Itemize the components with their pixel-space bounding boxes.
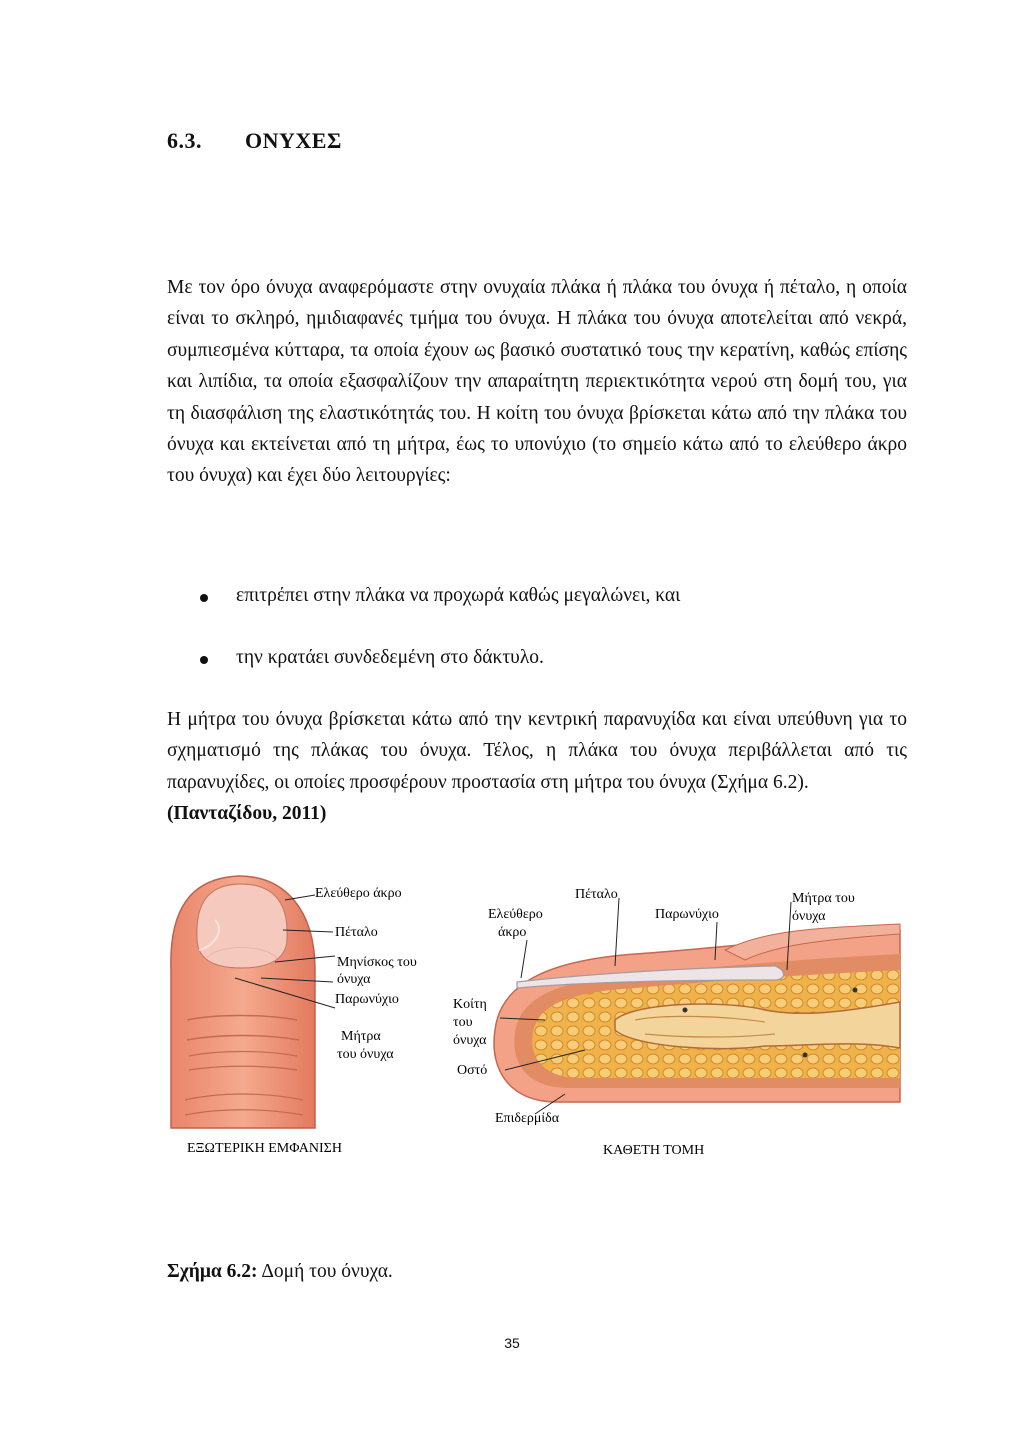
bullet-list xyxy=(200,585,680,709)
paragraph-2-text: Η μήτρα του όνυχα βρίσκεται κάτω από την κεντρική παρανυχίδα και είναι υπεύθυνη για το σχηματισμό της πλάκας του όνυχα. Τέλος, η πλάκα του όνυχα περιβάλλεται από τις παρανυχίδες, οι οποίες προσφέρουν προστασία στη μήτρα του όνυχα (Σχήμα 6.2). xyxy=(167,709,907,793)
label-matrix-right-1: Μήτρα του xyxy=(792,891,855,906)
figure-caption-text: Δομή του όνυχα. xyxy=(261,1261,393,1282)
section-heading xyxy=(167,128,342,154)
nail-figure xyxy=(165,870,905,1170)
bullet-icon xyxy=(200,656,208,664)
paragraph-2 xyxy=(167,704,907,830)
caption-cross-section: ΚΑΘΕΤΗ ΤΟΜΗ xyxy=(603,1143,705,1158)
nail-diagram xyxy=(165,870,905,1170)
label-matrix-left-1: Μήτρα xyxy=(341,1029,381,1044)
label-plate-right: Πέταλο xyxy=(575,887,618,902)
label-bed-3: όνυχα xyxy=(453,1033,487,1048)
section-title: ΟΝΥΧΕΣ xyxy=(245,128,342,153)
label-bed-2: του xyxy=(453,1015,473,1030)
bullet-text: επιτρέπει στην πλάκα να προχωρά καθώς μεγαλώνει, και xyxy=(236,585,681,606)
list-item xyxy=(200,585,680,647)
label-bone: Οστό xyxy=(457,1063,488,1078)
caption-external-view: ΕΞΩΤΕΡΙΚΗ ΕΜΦΑΝΙΣΗ xyxy=(187,1141,342,1156)
paragraph-1-text: Με τον όρο όνυχα αναφερόμαστε στην ονυχαία πλάκα ή πλάκα του όνυχα ή πέταλο, η οποία είναι το σκληρό, ημιδιαφανές τμήμα του όνυχα. Η πλάκα του όνυχα αποτελείται από νεκρά, συμπιεσμένα κύτταρα, τα οποία έχουν ως βασικό συστατικό τους την κερατίνη, καθώς επίσης και λιπίδια, τα οποία εξασφαλίζουν την απαραίτητη περιεκτικότητα νερού στη δομή του, για τη διασφάλιση της ελαστικότητάς του. Η κοίτη του όνυχα βρίσκεται κάτω από την πλάκα του όνυχα και εκτείνεται από τη μήτρα, έως το υπονύχιο (το σημείο κάτω από το ελεύθερο άκρο του όνυχα) και έχει δύο λειτουργίες: xyxy=(167,277,907,487)
label-free-edge-left: Ελεύθερο άκρο xyxy=(315,886,402,901)
label-free-edge-right-1: Ελεύθερο xyxy=(488,907,543,922)
label-lunula-left-2: όνυχα xyxy=(337,972,371,987)
label-free-edge-right-2: άκρο xyxy=(498,925,527,940)
figure-caption xyxy=(167,1261,393,1283)
label-matrix-left-2: του όνυχα xyxy=(337,1047,394,1062)
label-lunula-left-1: Μηνίσκος του xyxy=(337,955,417,970)
label-matrix-right-2: όνυχα xyxy=(792,909,826,924)
label-cuticle-left: Παρωνύχιο xyxy=(335,992,399,1007)
label-bed-1: Κοίτη xyxy=(453,997,487,1012)
label-epidermis: Επιδερμίδα xyxy=(495,1111,560,1126)
list-item xyxy=(200,647,680,709)
external-finger xyxy=(171,876,335,1128)
cross-section xyxy=(494,898,900,1114)
reference: (Πανταζίδου, 2011) xyxy=(167,803,327,825)
page-number: 35 xyxy=(504,1335,520,1351)
paragraph-1 xyxy=(167,272,907,492)
bullet-text: την κρατάει συνδεδεμένη στο δάκτυλο. xyxy=(236,647,544,668)
section-number: 6.3. xyxy=(167,128,202,153)
figure-caption-label: Σχήμα 6.2: xyxy=(167,1261,258,1282)
label-cuticle-right: Παρωνύχιο xyxy=(655,907,719,922)
bullet-icon xyxy=(200,594,208,602)
label-plate-left: Πέταλο xyxy=(335,925,378,940)
